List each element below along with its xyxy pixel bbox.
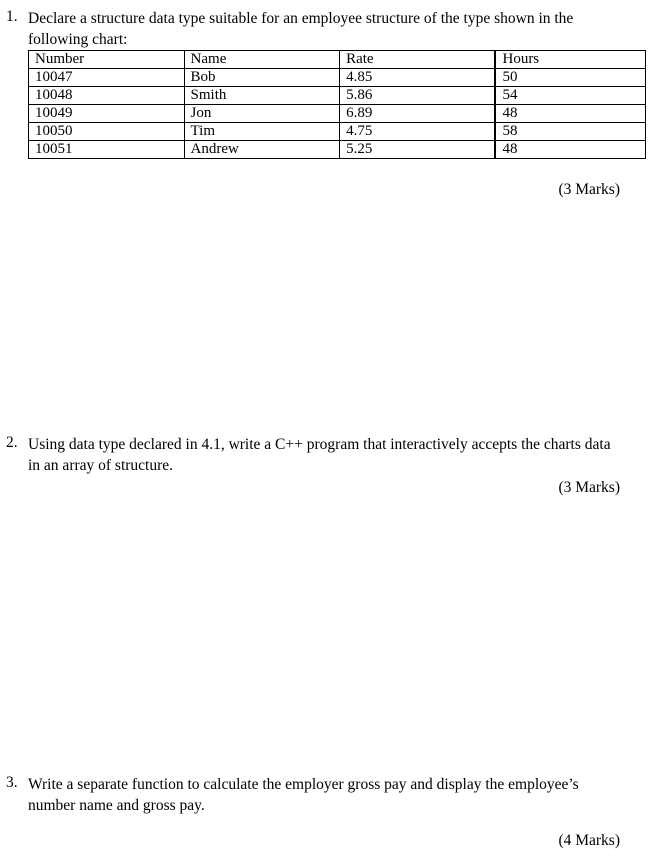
cell-number: 10051 — [29, 141, 185, 159]
employee-table — [28, 50, 646, 159]
cell-rate: 5.25 — [340, 141, 496, 159]
question-2-number: 2. — [6, 434, 18, 451]
question-2-marks: (3 Marks) — [558, 479, 620, 496]
cell-name: Smith — [184, 87, 340, 105]
cell-hours: 48 — [495, 105, 645, 123]
question-1-number: 1. — [6, 8, 18, 25]
question-2-text-line-2: in an array of structure. — [28, 457, 174, 474]
header-number: Number — [29, 51, 185, 69]
header-name: Name — [184, 51, 340, 69]
header-hours: Hours — [495, 51, 645, 69]
table-row — [29, 141, 646, 159]
cell-hours: 48 — [495, 141, 645, 159]
table-row — [29, 87, 646, 105]
cell-hours: 50 — [495, 69, 645, 87]
cell-name: Jon — [184, 105, 340, 123]
header-rate: Rate — [340, 51, 496, 69]
question-3-text-line-1: Write a separate function to calculate the employer gross pay and display the employee’s — [28, 776, 579, 793]
question-2-text-line-1: Using data type declared in 4.1, write a C++ program that interactively accepts the charts data — [28, 436, 611, 453]
question-1-text-line-1: Declare a structure data type suitable for an employee structure of the type shown in the — [28, 10, 574, 27]
cell-rate: 4.85 — [340, 69, 496, 87]
question-3-number: 3. — [6, 774, 18, 791]
cell-hours: 58 — [495, 123, 645, 141]
cell-number: 10049 — [29, 105, 185, 123]
table-header-row — [29, 51, 646, 69]
cell-rate: 5.86 — [340, 87, 496, 105]
cell-rate: 6.89 — [340, 105, 496, 123]
cell-rate: 4.75 — [340, 123, 496, 141]
question-1-text — [28, 8, 638, 50]
cell-number: 10048 — [29, 87, 185, 105]
cell-number: 10047 — [29, 69, 185, 87]
cell-name: Tim — [184, 123, 340, 141]
question-3-text — [28, 774, 638, 816]
cell-number: 10050 — [29, 123, 185, 141]
question-2-text — [28, 434, 638, 476]
table-row — [29, 69, 646, 87]
question-1-text-line-2: following chart: — [28, 31, 128, 48]
table-row — [29, 123, 646, 141]
cell-hours: 54 — [495, 87, 645, 105]
question-3-text-line-2: number name and gross pay. — [28, 797, 205, 814]
question-3-marks: (4 Marks) — [558, 832, 620, 849]
cell-name: Andrew — [184, 141, 340, 159]
question-1-marks: (3 Marks) — [558, 181, 620, 198]
table-row — [29, 105, 646, 123]
cell-name: Bob — [184, 69, 340, 87]
